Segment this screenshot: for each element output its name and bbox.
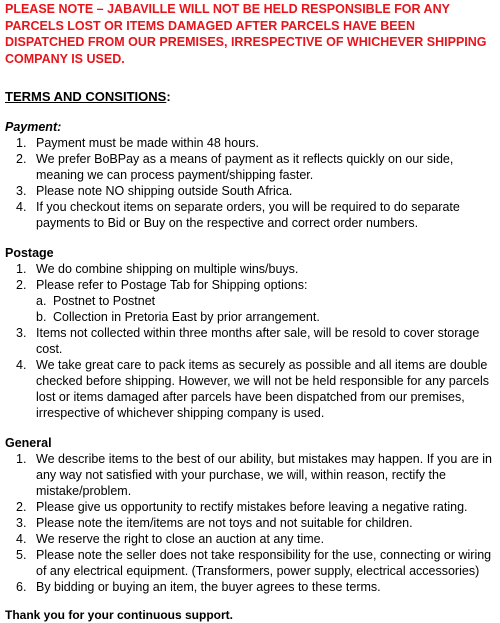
list-item (5, 325, 494, 357)
item-text: Items not collected within three months after sale, will be resold to cover storage cost. (36, 326, 480, 356)
list-item (5, 151, 494, 183)
list-item (5, 135, 494, 151)
postage-title: Postage (5, 246, 54, 260)
item-number: 4. (16, 200, 27, 214)
shipping-options-list (36, 293, 494, 325)
item-text: Please note the seller does not take responsibility for the use, connecting or wiring of any electrical equipment. (Transformers, power supply, electrical accessories) (36, 548, 492, 578)
list-item (5, 199, 494, 231)
list-item (5, 515, 494, 531)
item-text: Payment must be made within 48 hours. (36, 136, 260, 150)
general-section (5, 435, 494, 595)
sub-item-letter: a. (36, 294, 47, 308)
list-item (5, 261, 494, 277)
general-title: General (5, 436, 52, 450)
item-text: Please note the item/items are not toys and not suitable for children. (36, 516, 413, 530)
sub-list-item (36, 309, 494, 325)
list-item (5, 579, 494, 595)
list-item (5, 531, 494, 547)
item-text: We reserve the right to close an auction at any time. (36, 532, 325, 546)
list-item (5, 357, 494, 421)
item-text: Please give us opportunity to rectify mistakes before leaving a negative rating. (36, 500, 468, 514)
list-item (5, 547, 494, 579)
list-item (5, 451, 494, 499)
item-text: We take great care to pack items as securely as possible and all items are double checked before shipping. However, we will not be held responsible for any parcels lost or items damaged after parcels have been dispatched from our premises, irrespective of whichever shipping company is used. (36, 358, 490, 420)
payment-section (5, 119, 494, 231)
item-number: 6. (16, 580, 27, 594)
item-number: 2. (16, 278, 27, 292)
list-item (5, 499, 494, 515)
item-number: 4. (16, 358, 27, 372)
item-text: Please note NO shipping outside South Africa. (36, 184, 293, 198)
closing-message: Thank you for your continuous support. (5, 608, 233, 622)
item-number: 1. (16, 452, 27, 466)
list-item (5, 183, 494, 199)
sub-item-letter: b. (36, 310, 47, 324)
item-number: 3. (16, 516, 27, 530)
liability-notice: PLEASE NOTE – JABAVILLE WILL NOT BE HELD RESPONSIBLE FOR ANY PARCELS LOST OR ITEMS DAMAGED AFTER PARCELS HAVE BEEN DISPATCHED FROM OUR PREMISES, IRRESPECTIVE OF WHICHEVER SHIPPING COMPANY IS USED. (5, 2, 487, 66)
terms-heading-colon: : (166, 89, 171, 104)
general-list (5, 451, 494, 595)
item-number: 4. (16, 532, 27, 546)
postage-list (5, 261, 494, 421)
item-text: Please refer to Postage Tab for Shipping options: (36, 278, 308, 292)
item-number: 2. (16, 500, 27, 514)
terms-heading (5, 89, 494, 105)
list-item (5, 277, 494, 325)
sub-list-item (36, 293, 494, 309)
payment-list (5, 135, 494, 231)
item-text: We do combine shipping on multiple wins/buys. (36, 262, 299, 276)
sub-item-text: Postnet to Postnet (53, 294, 156, 308)
item-number: 3. (16, 184, 27, 198)
item-text: We describe items to the best of our ability, but mistakes may happen. If you are in any way not satisfied with your purchase, we will, within reason, rectify the mistake/problem. (36, 452, 493, 498)
item-text: By bidding or buying an item, the buyer agrees to these terms. (36, 580, 381, 594)
sub-item-text: Collection in Pretoria East by prior arrangement. (53, 310, 320, 324)
item-number: 2. (16, 152, 27, 166)
item-number: 1. (16, 136, 27, 150)
item-number: 5. (16, 548, 27, 562)
terms-heading-text: TERMS AND CONSITIONS (5, 89, 167, 104)
postage-section (5, 245, 494, 421)
item-number: 3. (16, 326, 27, 340)
item-text: We prefer BoBPay as a means of payment as it reflects quickly on our side, meaning we can process payment/shipping faster. (36, 152, 454, 182)
payment-title: Payment: (5, 120, 62, 134)
item-number: 1. (16, 262, 27, 276)
item-text: If you checkout items on separate orders, you will be required to do separate payments to Bid or Buy on the respective and correct order numbers. (36, 200, 460, 230)
